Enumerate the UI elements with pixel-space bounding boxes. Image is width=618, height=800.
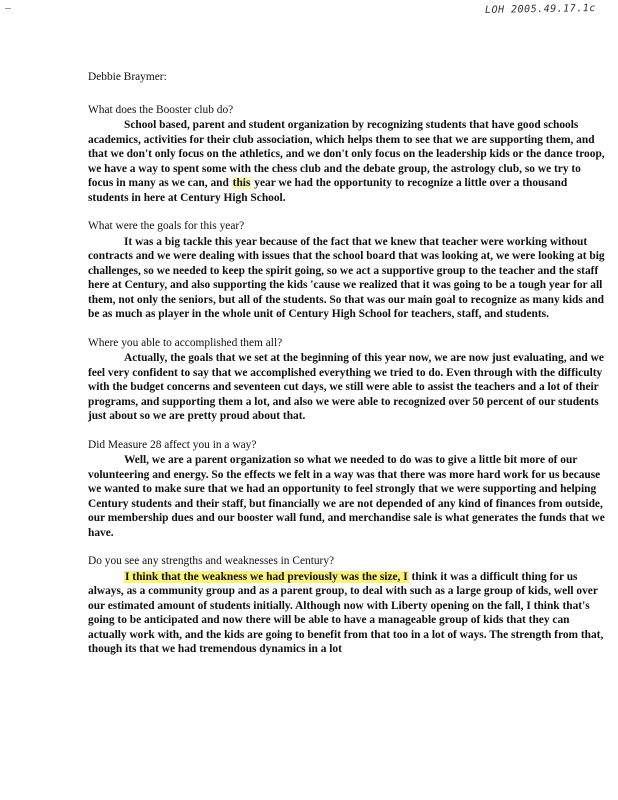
qa-block-2 [88, 219, 608, 322]
answer-4: Well, we are a parent organization so what we needed to do was to give a little bit more of our volunteering and energy. So the effects we felt in a way was that there was more hard work for us because we wanted to make sure that we had an opportunity to feel strongly that we were supporting and helping Century students and their staff, but financially we are not depended of any kind of finances from outside, our membership dues and our booster wall fund, and merchandise sale is what generates the funds that we have. [88, 454, 605, 539]
answer-1-highlight: this [232, 177, 251, 189]
handwritten-annotation: LOH 2005.49.17.1c [484, 3, 596, 16]
answer-5 [88, 570, 608, 657]
question-4: Did Measure 28 affect you in a way? [88, 438, 257, 451]
answer-3: Actually, the goals that we set at the beginning of this year now, we are now just evaluating, and we feel very confident to say that we accomplished everything we tried to do. Even through with the difficulty with the budget concerns and seventeen cut days, we still were able to assist the teachers and a lot of their programs, and supporting them a lot, and also we were able to recognized over 50 percent of our students just about so we are pretty proud about that. [88, 352, 604, 422]
question-2: What were the goals for this year? [88, 220, 245, 232]
answer-5-highlight: I think that the weakness we had previously was the size, I [125, 570, 408, 583]
qa-block-5 [88, 554, 608, 657]
transcript-page [88, 70, 608, 671]
answer-1 [88, 118, 608, 205]
answer-1-text-start: School based, parent and student organization by recognizing students that have good schools academics, activities for their club association, which helps them to see that we are supporting them, and that we don't only focus on the athletics, and we don't only focus on the leadership kids or the dance troop, we have a way to spent some with the chess club and the debate group, the astrology club, so we try to focus in many as we can, and [88, 119, 605, 189]
question-3: Where you able to accomplished them all? [88, 336, 283, 349]
speaker-name: Debbie Braymer: [88, 71, 167, 83]
answer-5-text-end: think it was a difficult thing for us always, as a community group and as a parent group, to deal with such as a large group of kids, well over our estimated amount of students initially. Although now with Liberty opening on the fall, I think that's going to be anticipated and now there will be able to have a manageable group of kids that they can actually work with, and the kids are going to benefit from that too in a lot of ways. The strength from that, though its that we had tremendous dynamics in a lot [88, 570, 604, 655]
qa-block-3 [88, 336, 608, 424]
scan-mark [5, 8, 11, 9]
qa-block-1 [88, 103, 608, 206]
question-5: Do you see any strengths and weaknesses in Century? [88, 555, 335, 567]
answer-2: It was a big tackle this year because of the fact that we knew that teacher were working without contracts and we were dealing with issues that the school board that was looking at, we were looking at big challenges, so we needed to keep the spirit going, so we act a supportive group to the teacher and the staff here at Century, and also supporting the kids 'cause we realized that it was going to be a tough year for all them, not only the seniors, but all of the students. So that was our main goal to recognize as many kids and be as much as player in the whole unit of Century High School for teachers, staff, and students. [88, 235, 605, 320]
qa-block-4 [88, 438, 608, 541]
answer-1-text-end: year we had the opportunity to recognize a little over a thousand students in here at Century High School. [88, 177, 568, 204]
question-1: What does the Booster club do? [88, 103, 234, 116]
